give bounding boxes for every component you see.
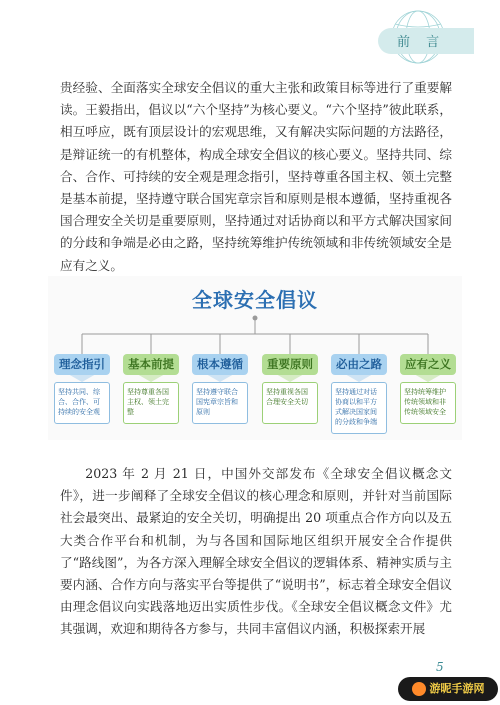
tag-important-principle: 重要原则 [262, 354, 318, 375]
page-title: 前 言 [397, 35, 446, 50]
box-due-meaning: 坚持统筹维护传统领域和非传统领域安全 [400, 382, 456, 424]
logo-icon [412, 682, 426, 696]
watermark-logo [398, 677, 498, 701]
paragraph-text: 2023 年 2 月 21 日，中国外交部发布《全球安全倡议概念文件》，进一步阐释了全球安全倡议的核心理念和原则，并针对当前国际社会最突出、最紧迫的安全关切，明确提出 20 项重点合作方向以及五大类合作平台和机制，为与各国和国际地区组织开展安全合作提供了“路线图”，为各方深入理解全球安全倡议的逻辑体系、精神实质与主要内涵、合作方向与落实平台等提供了“说明书”，标志着全球安全倡议由理念倡议向实践落地迈出实质性步伐。《全球安全倡议概念文件》尤其强调，欢迎和期待各方参与，共同丰富倡议内涵，积极探索开展 [60, 466, 452, 637]
box-only-path: 坚持通过对话协商以和平方式解决国家间的分歧和争端 [331, 382, 387, 434]
box-fundamental-principle: 坚持遵守联合国宪章宗旨和原则 [192, 382, 248, 424]
tag-due-meaning: 应有之义 [400, 354, 456, 375]
watermark-text: 游昵手游网 [429, 682, 485, 695]
tag-concept-guide: 理念指引 [54, 354, 110, 375]
box-concept-guide: 坚持共同、综合、合作、可持续的安全观 [54, 382, 110, 424]
box-important-principle: 坚持重视各国合理安全关切 [262, 382, 318, 424]
body-paragraph-2 [60, 463, 452, 641]
diagram-title: 全球安全倡议 [192, 288, 318, 312]
page-number: 5 [436, 660, 444, 674]
paragraph-text: 贵经验、全面落实全球安全倡议的重大主张和政策目标等进行了重要解读。王毅指出，倡议以“六个坚持”为核心要义。“六个坚持”彼此联系，相互呼应，既有顶层设计的宏观思维，又有解决实际问题的方法路径，是辩证统一的有机整体，构成全球安全倡议的核心要义。坚持共同、综合、合作、可持续的安全观是理念指引，坚持尊重各国主权、领土完整是基本前提，坚持遵守联合国宪章宗旨和原则是根本遵循，坚持重视各国合理安全关切是重要原则，坚持通过对话协商以和平方式解决国家间的分歧和争端是必由之路，坚持统筹维护传统领域和非传统领域安全是应有之义。 [60, 80, 452, 273]
tag-fundamental-principle: 根本遵循 [192, 354, 248, 375]
tag-only-path: 必由之路 [331, 354, 387, 375]
tag-basic-premise: 基本前提 [123, 354, 179, 375]
body-paragraph-1 [60, 77, 452, 277]
initiative-diagram [48, 276, 462, 440]
box-basic-premise: 坚持尊重各国主权、领土完整 [123, 382, 179, 424]
